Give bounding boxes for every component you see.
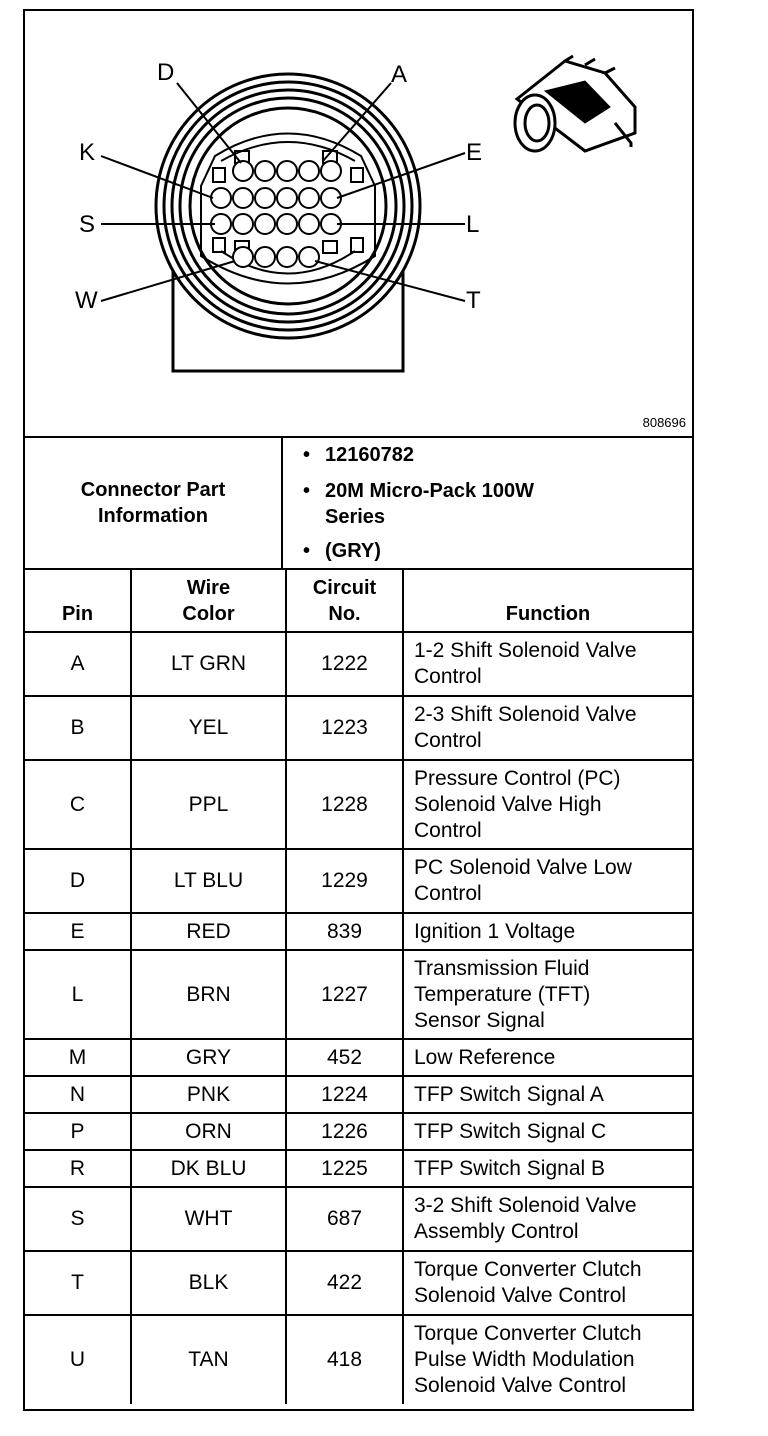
wire-color-cell: ORN <box>131 1113 286 1150</box>
table-row <box>25 849 692 913</box>
function-line: Pressure Control (PC) <box>414 766 621 790</box>
pin-table-header <box>25 570 692 632</box>
circuit-cell: 1222 <box>286 632 403 696</box>
function-line: Solenoid Valve Control <box>414 1284 627 1307</box>
header-circuit: Circuit No. <box>286 570 403 632</box>
connector-part-information <box>25 438 692 570</box>
pin-cell: B <box>25 696 131 760</box>
pin-table-body <box>25 632 692 1404</box>
figure-number: 808696 <box>642 415 686 430</box>
pin-cell: U <box>25 1315 131 1404</box>
function-line: Torque Converter Clutch <box>414 1322 642 1345</box>
circuit-cell: 1223 <box>286 696 403 760</box>
function-line: Ignition 1 Voltage <box>414 919 576 943</box>
wire-color-cell: LT GRN <box>131 632 286 696</box>
function-cell <box>403 913 692 950</box>
circuit-cell: 418 <box>286 1315 403 1404</box>
function-line: 3-2 Shift Solenoid Valve <box>414 1194 637 1217</box>
part-info-label-line2: Information <box>98 505 208 527</box>
pin-cell: S <box>25 1187 131 1251</box>
function-cell <box>403 1113 692 1150</box>
pin-cell: P <box>25 1113 131 1150</box>
circuit-cell: 839 <box>286 913 403 950</box>
function-line: PC Solenoid Valve Low <box>414 856 632 879</box>
circuit-cell: 1228 <box>286 760 403 849</box>
table-row <box>25 1113 692 1150</box>
pin-label-s: S <box>79 211 96 238</box>
function-cell <box>403 632 692 696</box>
function-line: Temperature (TFT) <box>414 982 591 1006</box>
connector-face-drawing <box>25 11 692 436</box>
connector-sheet <box>23 9 694 1411</box>
connector-figure <box>25 11 692 438</box>
function-cell <box>403 1076 692 1113</box>
function-line: TFP Switch Signal C <box>414 1119 607 1143</box>
function-cell <box>403 1251 692 1315</box>
pin-label-t: T <box>466 287 481 314</box>
function-cell <box>403 849 692 913</box>
table-row <box>25 950 692 1039</box>
wire-color-cell: LT BLU <box>131 849 286 913</box>
circuit-cell: 1226 <box>286 1113 403 1150</box>
pin-table <box>25 570 692 1404</box>
function-cell <box>403 1039 692 1076</box>
table-row <box>25 1315 692 1404</box>
pin-label-k: K <box>79 139 96 166</box>
pin-cell: E <box>25 913 131 950</box>
pin-label-l: L <box>466 211 480 238</box>
wire-color-cell: WHT <box>131 1187 286 1251</box>
header-pin: Pin <box>25 570 131 632</box>
function-line: 2-3 Shift Solenoid Valve <box>414 703 637 726</box>
function-line: Torque Converter Clutch <box>414 1258 642 1281</box>
part-info-label-line1: Connector Part <box>80 479 226 501</box>
pin-cell: C <box>25 760 131 849</box>
wire-color-cell: DK BLU <box>131 1150 286 1187</box>
pin-label-a: A <box>391 61 408 88</box>
function-line: Assembly Control <box>414 1220 579 1243</box>
connector-series-cont: Series <box>325 506 386 528</box>
table-row <box>25 1251 692 1315</box>
function-cell <box>403 1315 692 1404</box>
table-row <box>25 760 692 849</box>
function-line: Control <box>414 882 482 905</box>
pin-label-d: D <box>157 59 175 86</box>
part-number: • 12160782 <box>325 442 414 468</box>
pin-cell: D <box>25 849 131 913</box>
circuit-cell: 687 <box>286 1187 403 1251</box>
circuit-cell: 1229 <box>286 849 403 913</box>
part-info-list <box>283 438 692 568</box>
connector-color: • (GRY) <box>325 538 381 564</box>
function-line: TFP Switch Signal A <box>414 1082 604 1106</box>
part-info-label <box>25 438 283 568</box>
function-cell <box>403 1150 692 1187</box>
pin-cell: T <box>25 1251 131 1315</box>
circuit-cell: 422 <box>286 1251 403 1315</box>
function-line: TFP Switch Signal B <box>414 1156 606 1180</box>
wire-color-cell: BRN <box>131 950 286 1039</box>
header-function: Function <box>403 570 692 632</box>
wire-color-cell: RED <box>131 913 286 950</box>
circuit-cell: 1227 <box>286 950 403 1039</box>
wire-color-cell: PNK <box>131 1076 286 1113</box>
function-line: Control <box>414 729 482 752</box>
function-line: Sensor Signal <box>414 1008 545 1032</box>
pin-cell: R <box>25 1150 131 1187</box>
function-line: Control <box>414 665 482 688</box>
pin-cell: M <box>25 1039 131 1076</box>
function-line: Low Reference <box>414 1045 556 1069</box>
table-row <box>25 913 692 950</box>
function-line: Transmission Fluid <box>414 956 590 980</box>
table-row <box>25 1150 692 1187</box>
circuit-cell: 1225 <box>286 1150 403 1187</box>
function-cell <box>403 950 692 1039</box>
pin-label-w: W <box>75 287 98 314</box>
pin-label-e: E <box>466 139 483 166</box>
function-cell <box>403 1187 692 1251</box>
wire-color-cell: YEL <box>131 696 286 760</box>
header-wire-color: Wire Color <box>131 570 286 632</box>
table-row <box>25 1187 692 1251</box>
function-cell <box>403 760 692 849</box>
table-row <box>25 1076 692 1113</box>
circuit-cell: 1224 <box>286 1076 403 1113</box>
function-line: Pulse Width Modulation <box>414 1348 635 1371</box>
table-row <box>25 1039 692 1076</box>
function-line: 1-2 Shift Solenoid Valve <box>414 639 637 662</box>
function-line: Control <box>414 818 482 842</box>
table-row <box>25 632 692 696</box>
function-cell <box>403 696 692 760</box>
connector-isometric-icon <box>515 56 635 151</box>
pin-cell: A <box>25 632 131 696</box>
wire-color-cell: GRY <box>131 1039 286 1076</box>
wire-color-cell: PPL <box>131 760 286 849</box>
wire-color-cell: TAN <box>131 1315 286 1404</box>
pin-cell: L <box>25 950 131 1039</box>
connector-series: • 20M Micro-Pack 100W <box>325 478 534 504</box>
function-line: Solenoid Valve Control <box>414 1374 627 1397</box>
circuit-cell: 452 <box>286 1039 403 1076</box>
pin-cell: N <box>25 1076 131 1113</box>
function-line: Solenoid Valve High <box>414 792 602 816</box>
wire-color-cell: BLK <box>131 1251 286 1315</box>
table-row <box>25 696 692 760</box>
